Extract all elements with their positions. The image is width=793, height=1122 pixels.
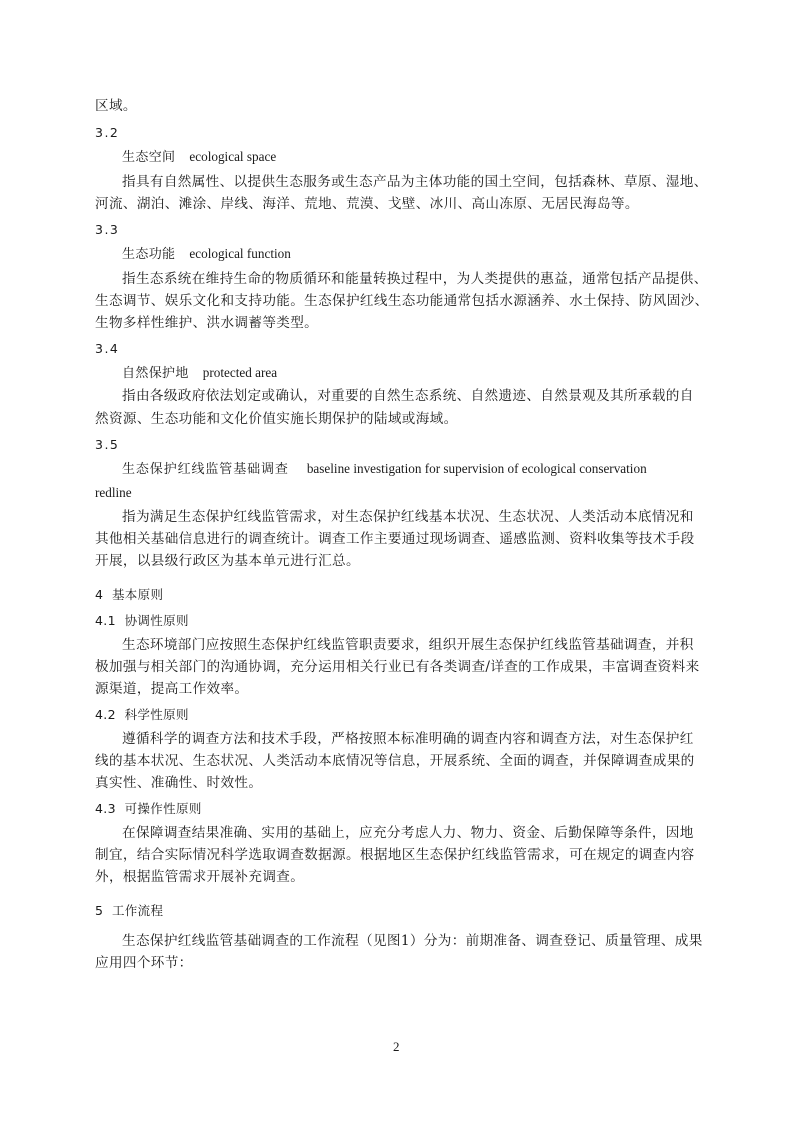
section-heading: 4 基本原则 (95, 587, 164, 602)
paragraph-line: 河流、湖泊、滩涂、岸线、海洋、荒地、荒漠、戈壁、冰川、高山冻原、无居民海岛等。 (95, 196, 639, 212)
section-number: 3.5 (95, 437, 120, 452)
term-english: protected area (202, 365, 278, 380)
section-number: 3.4 (95, 341, 120, 356)
term-heading (122, 458, 647, 481)
term-heading (122, 243, 291, 266)
paragraph-line: 极加强与相关部门的沟通协调，充分运用相关行业已有各类调查/详查的工作成果，丰富调查资料来 (95, 659, 700, 675)
paragraph-line: 生态环境部门应按照生态保护红线监管职责要求，组织开展生态保护红线监管基础调查，并积 (122, 637, 694, 653)
paragraph-line: 指生态系统在维持生命的物质循环和能量转换过程中，为人类提供的惠益，通常包括产品提供、 (122, 271, 708, 287)
paragraph-line: 区域。 (95, 98, 137, 114)
term-english: baseline investigation for supervision of ecological conservation (306, 461, 647, 476)
term-chinese: 生态保护红线监管基础调查 (122, 462, 289, 477)
paragraph-line: 真实性、准确性、时效性。 (95, 775, 263, 791)
paragraph-line: 外，根据监管需求开展补充调查。 (95, 869, 305, 885)
paragraph-line: 开展，以县级行政区为基本单元进行汇总。 (95, 553, 360, 569)
term-chinese: 生态空间 (122, 150, 176, 165)
subsection-heading: 4.3 可操作性原则 (95, 801, 202, 816)
paragraph-line: 在保障调查结果准确、实用的基础上，应充分考虑人力、物力、资金、后勤保障等条件，因地 (122, 825, 694, 841)
paragraph-line: 生物多样性维护、洪水调蓄等类型。 (95, 315, 319, 331)
term-english-continued: redline (95, 485, 132, 500)
paragraph-line: 指由各级政府依法划定或确认，对重要的自然生态系统、自然遗迹、自然景观及其所承载的自 (122, 388, 694, 404)
paragraph-line: 源渠道，提高工作效率。 (95, 681, 249, 697)
paragraph-line: 其他相关基础信息进行的调查统计。调查工作主要通过现场调查、遥感监测、资料收集等技术手段 (95, 531, 695, 547)
section-number: 3.3 (95, 222, 120, 237)
term-english: ecological space (189, 149, 277, 164)
paragraph-line: 生态保护红线监管基础调查的工作流程（见图1）分为：前期准备、调查登记、质量管理、成果 (122, 933, 703, 949)
subsection-heading: 4.1 协调性原则 (95, 613, 189, 628)
paragraph-line: 然资源、生态功能和文化价值实施长期保护的陆域或海域。 (95, 411, 458, 427)
page-number: 2 (393, 1039, 400, 1054)
paragraph-line: 制宜，结合实际情况科学选取调查数据源。根据地区生态保护红线监管需求，可在规定的调查内容 (95, 847, 695, 863)
term-heading (122, 146, 276, 169)
paragraph-line: 线的基本状况、生态状况、人类活动本底情况等信息，开展系统、全面的调查，并保障调查成果的 (95, 753, 695, 769)
term-chinese: 自然保护地 (122, 366, 189, 381)
term-heading (122, 362, 277, 385)
paragraph-line: 应用四个环节： (95, 955, 193, 971)
section-heading: 5 工作流程 (95, 903, 164, 918)
subsection-heading: 4.2 科学性原则 (95, 707, 189, 722)
paragraph-line: 指具有自然属性、以提供生态服务或生态产品为主体功能的国土空间，包括森林、草原、湿地、 (122, 174, 708, 190)
section-number: 3.2 (95, 125, 120, 140)
paragraph-line: 遵循科学的调查方法和技术手段，严格按照本标准明确的调查内容和调查方法，对生态保护红 (122, 731, 694, 747)
paragraph-line: 生态调节、娱乐文化和支持功能。生态保护红线生态功能通常包括水源涵养、水土保持、防风固沙、 (95, 293, 709, 309)
paragraph-line: 指为满足生态保护红线监管需求，对生态保护红线基本状况、生态状况、人类活动本底情况和 (122, 509, 694, 525)
term-english: ecological function (189, 246, 291, 261)
term-chinese: 生态功能 (122, 247, 176, 262)
